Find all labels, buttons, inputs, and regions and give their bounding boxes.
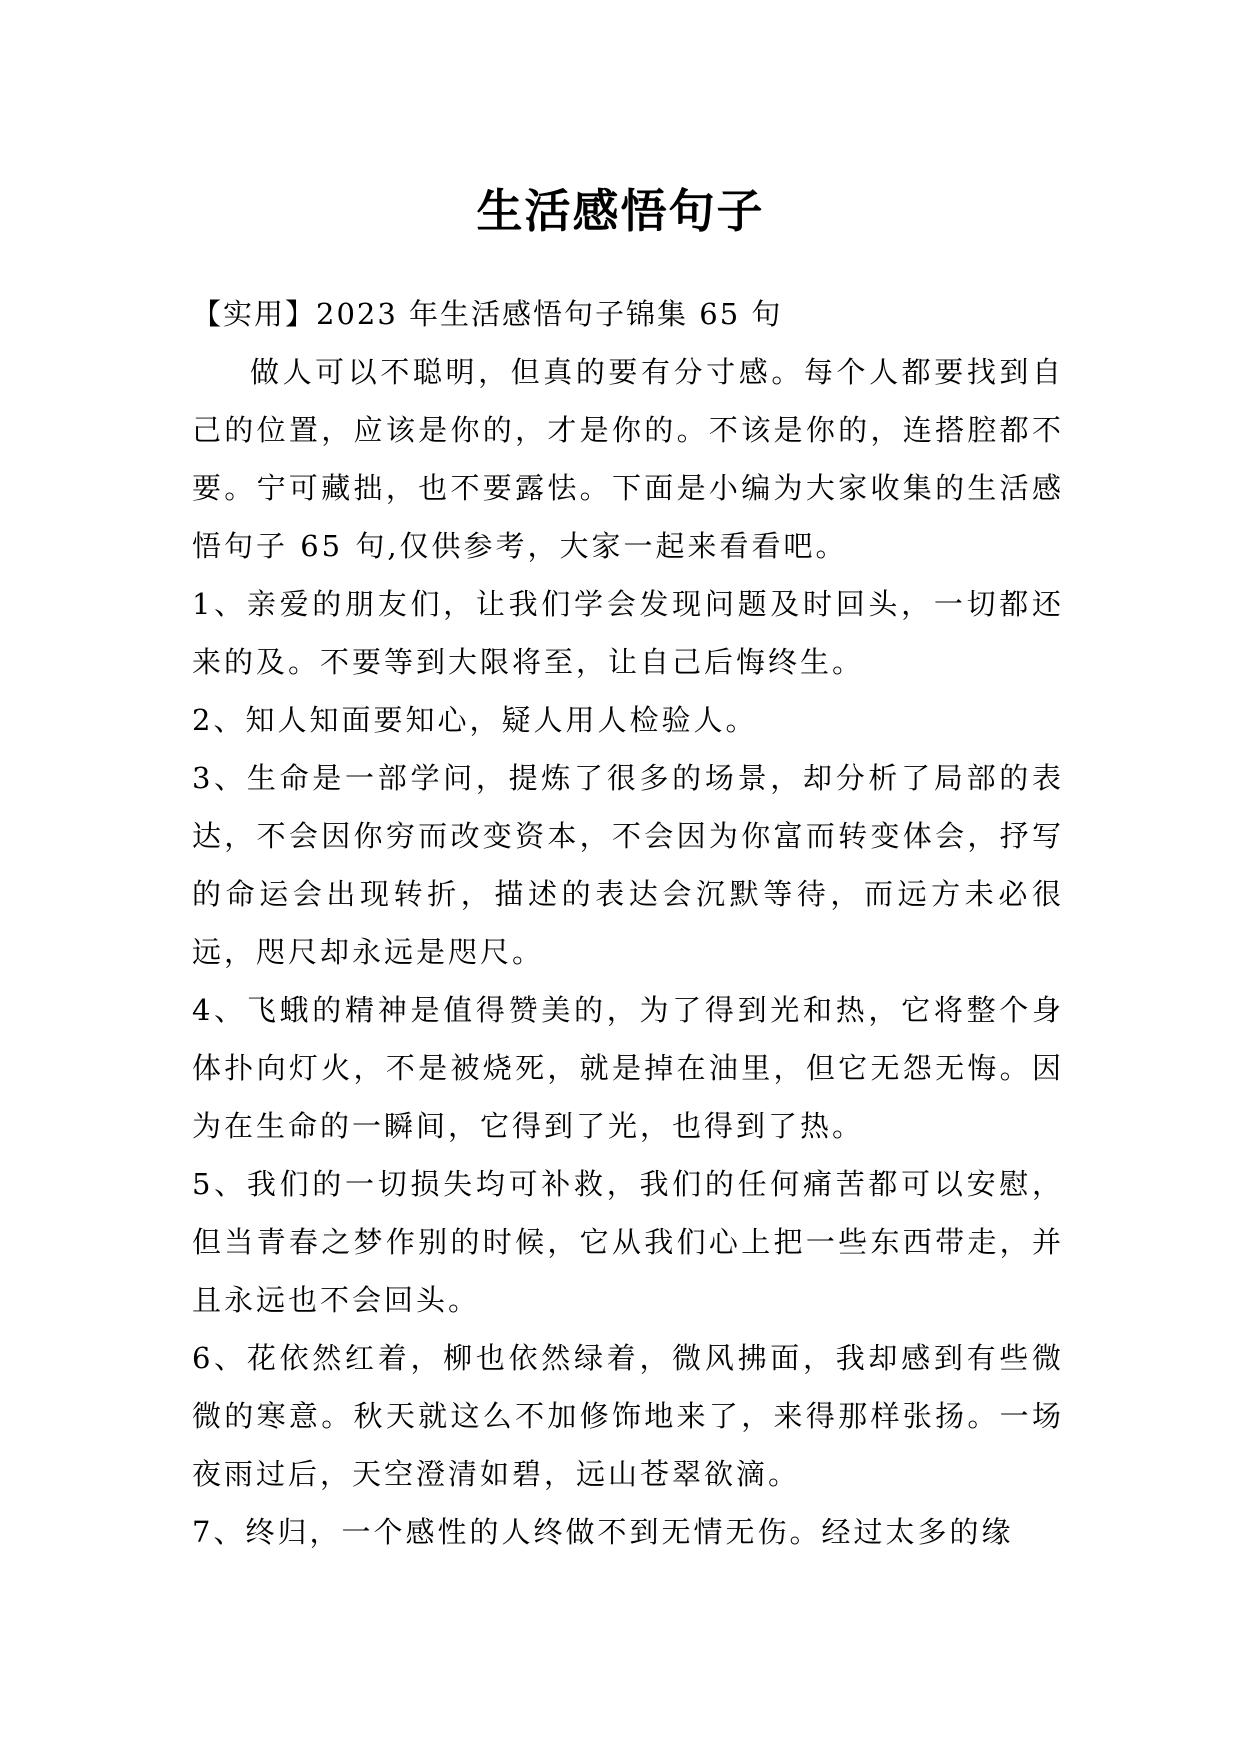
list-item: 1、亲爱的朋友们，让我们学会发现问题及时回头，一切都还来的及。不要等到大限将至，让自己后悔终生。 [192, 587, 1064, 679]
list-item: 3、生命是一部学问，提炼了很多的场景，却分析了局部的表达，不会因你穷而改变资本，不会因为你富而转变体会，抒写的命运会出现转折，描述的表达会沉默等待，而远方未必很远，咫尺却永远是咫尺。 [192, 761, 1064, 969]
list-item: 4、飞蛾的精神是值得赞美的，为了得到光和热，它将整个身体扑向灯火，不是被烧死，就是掉在油里，但它无怨无悔。因为在生命的一瞬间，它得到了光，也得到了热。 [192, 993, 1064, 1143]
document-subtitle: 【实用】2023 年生活感悟句子锦集 65 句 [192, 297, 783, 331]
document-title: 生活感悟句子 [476, 183, 765, 238]
list-item: 7、终归，一个感性的人终做不到无情无伤。经过太多的缘 [192, 1515, 1014, 1549]
list-item: 5、我们的一切损失均可补救，我们的任何痛苦都可以安慰，但当青春之梦作别的时候，它从我们心上把一些东西带走，并且永远也不会回头。 [192, 1167, 1064, 1317]
list-item: 6、花依然红着，柳也依然绿着，微风拂面，我却感到有些微微的寒意。秋天就这么不加修饰地来了，来得那样张扬。一场夜雨过后，天空澄清如碧，远山苍翠欲滴。 [192, 1341, 1064, 1491]
document-body [192, 285, 1064, 1561]
intro-paragraph: 做人可以不聪明，但真的要有分寸感。每个人都要找到自己的位置，应该是你的，才是你的。不该是你的，连搭腔都不要。宁可藏拙，也不要露怯。下面是小编为大家收集的生活感悟句子 65 句,仅供参考，大家一起来看看吧。 [192, 355, 1064, 563]
list-item: 2、知人知面要知心，疑人用人检验人。 [192, 703, 758, 737]
